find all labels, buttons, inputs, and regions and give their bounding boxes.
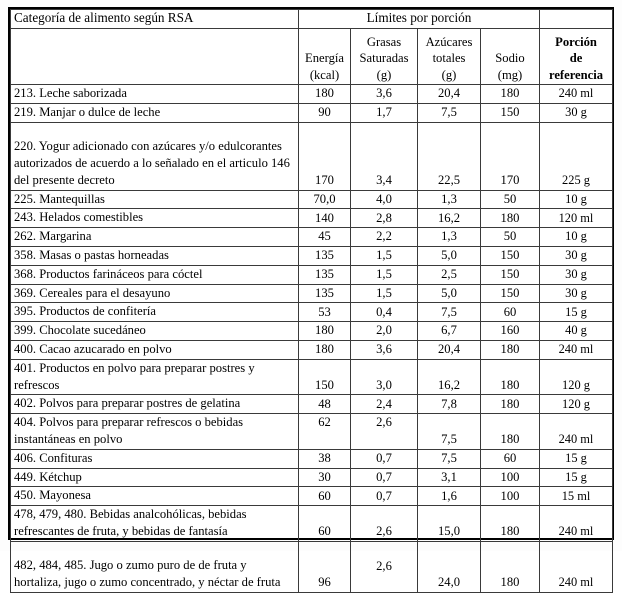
table-header [11, 10, 613, 85]
cell-energia: 70,0 [299, 190, 351, 209]
cell-azucares-totales: 5,0 [418, 246, 481, 265]
cell-energia: 180 [299, 340, 351, 359]
table-row [11, 359, 613, 395]
cell-sodio: 100 [481, 487, 540, 506]
cell-azucares-totales: 6,7 [418, 322, 481, 341]
cell-sodio: 50 [481, 228, 540, 247]
cell-food-category: 243. Helados comestibles [11, 209, 299, 228]
cell-azucares-totales: 7,5 [418, 103, 481, 122]
cell-grasas-saturadas: 1,5 [351, 246, 418, 265]
cell-sodio: 50 [481, 190, 540, 209]
cell-grasas-saturadas: 4,0 [351, 190, 418, 209]
cell-azucares-totales: 1,3 [418, 190, 481, 209]
table-row [11, 414, 613, 450]
cell-food-category: 401. Productos en polvo para preparar postres y refrescos [11, 359, 299, 395]
cell-porcion-referencia: 240 ml [540, 414, 613, 450]
cell-grasas-saturadas: 0,7 [351, 449, 418, 468]
cell-sodio: 180 [481, 359, 540, 395]
cell-azucares-totales: 24,0 [418, 541, 481, 592]
cell-azucares-totales: 7,5 [418, 449, 481, 468]
cell-grasas-saturadas: 3,4 [351, 122, 418, 190]
cell-grasas-saturadas: 1,7 [351, 103, 418, 122]
cell-porcion-referencia: 30 g [540, 246, 613, 265]
cell-azucares-totales: 3,1 [418, 468, 481, 487]
cell-energia: 170 [299, 122, 351, 190]
cell-azucares-totales: 16,2 [418, 209, 481, 228]
cell-porcion-referencia: 120 ml [540, 209, 613, 228]
cell-porcion-referencia: 240 ml [540, 541, 613, 592]
cell-energia: 150 [299, 359, 351, 395]
cell-azucares-totales: 16,2 [418, 359, 481, 395]
cell-azucares-totales: 22,5 [418, 122, 481, 190]
header-row-subcolumns [11, 29, 613, 85]
cell-food-category: 225. Mantequillas [11, 190, 299, 209]
cell-sodio: 180 [481, 340, 540, 359]
table-row [11, 395, 613, 414]
cell-sodio: 180 [481, 541, 540, 592]
table-row [11, 103, 613, 122]
cell-sodio: 150 [481, 265, 540, 284]
header-limits-group: Límites por porción [299, 10, 540, 29]
cell-food-category: 402. Polvos para preparar postres de gelatina [11, 395, 299, 414]
cell-porcion-referencia: 240 ml [540, 340, 613, 359]
cell-porcion-referencia: 15 g [540, 449, 613, 468]
cell-porcion-referencia: 10 g [540, 190, 613, 209]
nutrition-limits-table [10, 9, 613, 593]
cell-food-category: 395. Productos de confitería [11, 303, 299, 322]
cell-food-category: 400. Cacao azucarado en polvo [11, 340, 299, 359]
cell-energia: 135 [299, 284, 351, 303]
table-body [11, 85, 613, 593]
table-row [11, 122, 613, 190]
cell-sodio: 150 [481, 246, 540, 265]
cell-energia: 45 [299, 228, 351, 247]
cell-energia: 60 [299, 487, 351, 506]
cell-food-category: 213. Leche saborizada [11, 85, 299, 104]
cell-grasas-saturadas: 2,6 [351, 414, 418, 450]
cell-food-category: 262. Margarina [11, 228, 299, 247]
cell-sodio: 150 [481, 284, 540, 303]
cell-porcion-referencia: 10 g [540, 228, 613, 247]
header-col-energia: Energía (kcal) [299, 29, 351, 85]
cell-food-category: 482, 484, 485. Jugo o zumo puro de de fruta y hortaliza, jugo o zumo concentrado, y néctar de fruta [11, 541, 299, 592]
cell-porcion-referencia: 240 ml [540, 506, 613, 542]
table-row [11, 449, 613, 468]
cell-grasas-saturadas: 2,6 [351, 541, 418, 592]
cell-food-category: 220. Yogur adicionado con azúcares y/o edulcorantes autorizados de acuerdo a lo señalado en el articulo 146 del presente decreto [11, 122, 299, 190]
cell-sodio: 160 [481, 322, 540, 341]
table-row [11, 506, 613, 542]
header-col-grasas-saturadas: Grasas Saturadas (g) [351, 29, 418, 85]
cell-energia: 180 [299, 85, 351, 104]
cell-sodio: 170 [481, 122, 540, 190]
cell-azucares-totales: 20,4 [418, 340, 481, 359]
table-row [11, 303, 613, 322]
cell-energia: 135 [299, 246, 351, 265]
cell-grasas-saturadas: 2,2 [351, 228, 418, 247]
cell-porcion-referencia: 15 g [540, 303, 613, 322]
cell-sodio: 60 [481, 449, 540, 468]
table-row [11, 265, 613, 284]
cell-porcion-referencia: 30 g [540, 284, 613, 303]
table-row [11, 85, 613, 104]
cell-azucares-totales: 2,5 [418, 265, 481, 284]
cell-azucares-totales: 7,5 [418, 303, 481, 322]
header-row-group [11, 10, 613, 29]
header-category-column: Categoría de alimento según RSA [11, 10, 299, 29]
cell-grasas-saturadas: 2,0 [351, 322, 418, 341]
cell-grasas-saturadas: 3,6 [351, 85, 418, 104]
cell-grasas-saturadas: 3,6 [351, 340, 418, 359]
header-col-sodio: Sodio (mg) [481, 29, 540, 85]
cell-sodio: 180 [481, 85, 540, 104]
cell-food-category: 399. Chocolate sucedáneo [11, 322, 299, 341]
cell-grasas-saturadas: 2,8 [351, 209, 418, 228]
header-col-porcion-referencia: Porción de referencia [540, 29, 613, 85]
cell-food-category: 369. Cereales para el desayuno [11, 284, 299, 303]
cell-azucares-totales: 7,8 [418, 395, 481, 414]
cell-energia: 48 [299, 395, 351, 414]
cell-grasas-saturadas: 3,0 [351, 359, 418, 395]
cell-grasas-saturadas: 1,5 [351, 265, 418, 284]
cell-energia: 140 [299, 209, 351, 228]
nutrition-limits-table-container [8, 7, 614, 590]
table-row [11, 284, 613, 303]
cell-food-category: 358. Masas o pastas horneadas [11, 246, 299, 265]
cell-azucares-totales: 1,3 [418, 228, 481, 247]
cell-porcion-referencia: 30 g [540, 103, 613, 122]
cell-sodio: 60 [481, 303, 540, 322]
cell-food-category: 406. Confituras [11, 449, 299, 468]
table-row [11, 340, 613, 359]
table-row [11, 322, 613, 341]
cell-porcion-referencia: 15 g [540, 468, 613, 487]
cell-azucares-totales: 5,0 [418, 284, 481, 303]
cell-sodio: 180 [481, 414, 540, 450]
cell-food-category: 449. Kétchup [11, 468, 299, 487]
header-empty-under-category [11, 29, 299, 85]
cell-sodio: 100 [481, 468, 540, 487]
cell-sodio: 150 [481, 103, 540, 122]
cell-sodio: 180 [481, 506, 540, 542]
table-row [11, 487, 613, 506]
cell-energia: 60 [299, 506, 351, 542]
cell-azucares-totales: 1,6 [418, 487, 481, 506]
cell-energia: 53 [299, 303, 351, 322]
table-row [11, 209, 613, 228]
table-row [11, 190, 613, 209]
cell-food-category: 478, 479, 480. Bebidas analcohólicas, bebidas refrescantes de fruta, y bebidas de fantasía [11, 506, 299, 542]
cell-energia: 30 [299, 468, 351, 487]
cell-porcion-referencia: 225 g [540, 122, 613, 190]
table-row [11, 246, 613, 265]
cell-porcion-referencia: 120 g [540, 395, 613, 414]
cell-grasas-saturadas: 1,5 [351, 284, 418, 303]
cell-energia: 90 [299, 103, 351, 122]
cell-azucares-totales: 7,5 [418, 414, 481, 450]
cell-grasas-saturadas: 0,4 [351, 303, 418, 322]
cell-energia: 180 [299, 322, 351, 341]
cell-energia: 135 [299, 265, 351, 284]
cell-azucares-totales: 15,0 [418, 506, 481, 542]
cell-porcion-referencia: 15 ml [540, 487, 613, 506]
table-row [11, 468, 613, 487]
cell-energia: 96 [299, 541, 351, 592]
header-col-azucares-totales: Azúcares totales (g) [418, 29, 481, 85]
cell-sodio: 180 [481, 209, 540, 228]
cell-food-category: 450. Mayonesa [11, 487, 299, 506]
cell-grasas-saturadas: 2,6 [351, 506, 418, 542]
cell-food-category: 404. Polvos para preparar refrescos o bebidas instantáneas en polvo [11, 414, 299, 450]
cell-azucares-totales: 20,4 [418, 85, 481, 104]
table-row [11, 541, 613, 592]
cell-porcion-referencia: 120 g [540, 359, 613, 395]
cell-porcion-referencia: 40 g [540, 322, 613, 341]
header-blank-cell [540, 10, 613, 29]
cell-energia: 38 [299, 449, 351, 468]
table-row [11, 228, 613, 247]
cell-food-category: 368. Productos farináceos para cóctel [11, 265, 299, 284]
cell-porcion-referencia: 240 ml [540, 85, 613, 104]
cell-grasas-saturadas: 2,4 [351, 395, 418, 414]
cell-food-category: 219. Manjar o dulce de leche [11, 103, 299, 122]
cell-sodio: 180 [481, 395, 540, 414]
cell-porcion-referencia: 30 g [540, 265, 613, 284]
cell-energia: 62 [299, 414, 351, 450]
cell-grasas-saturadas: 0,7 [351, 487, 418, 506]
cell-grasas-saturadas: 0,7 [351, 468, 418, 487]
